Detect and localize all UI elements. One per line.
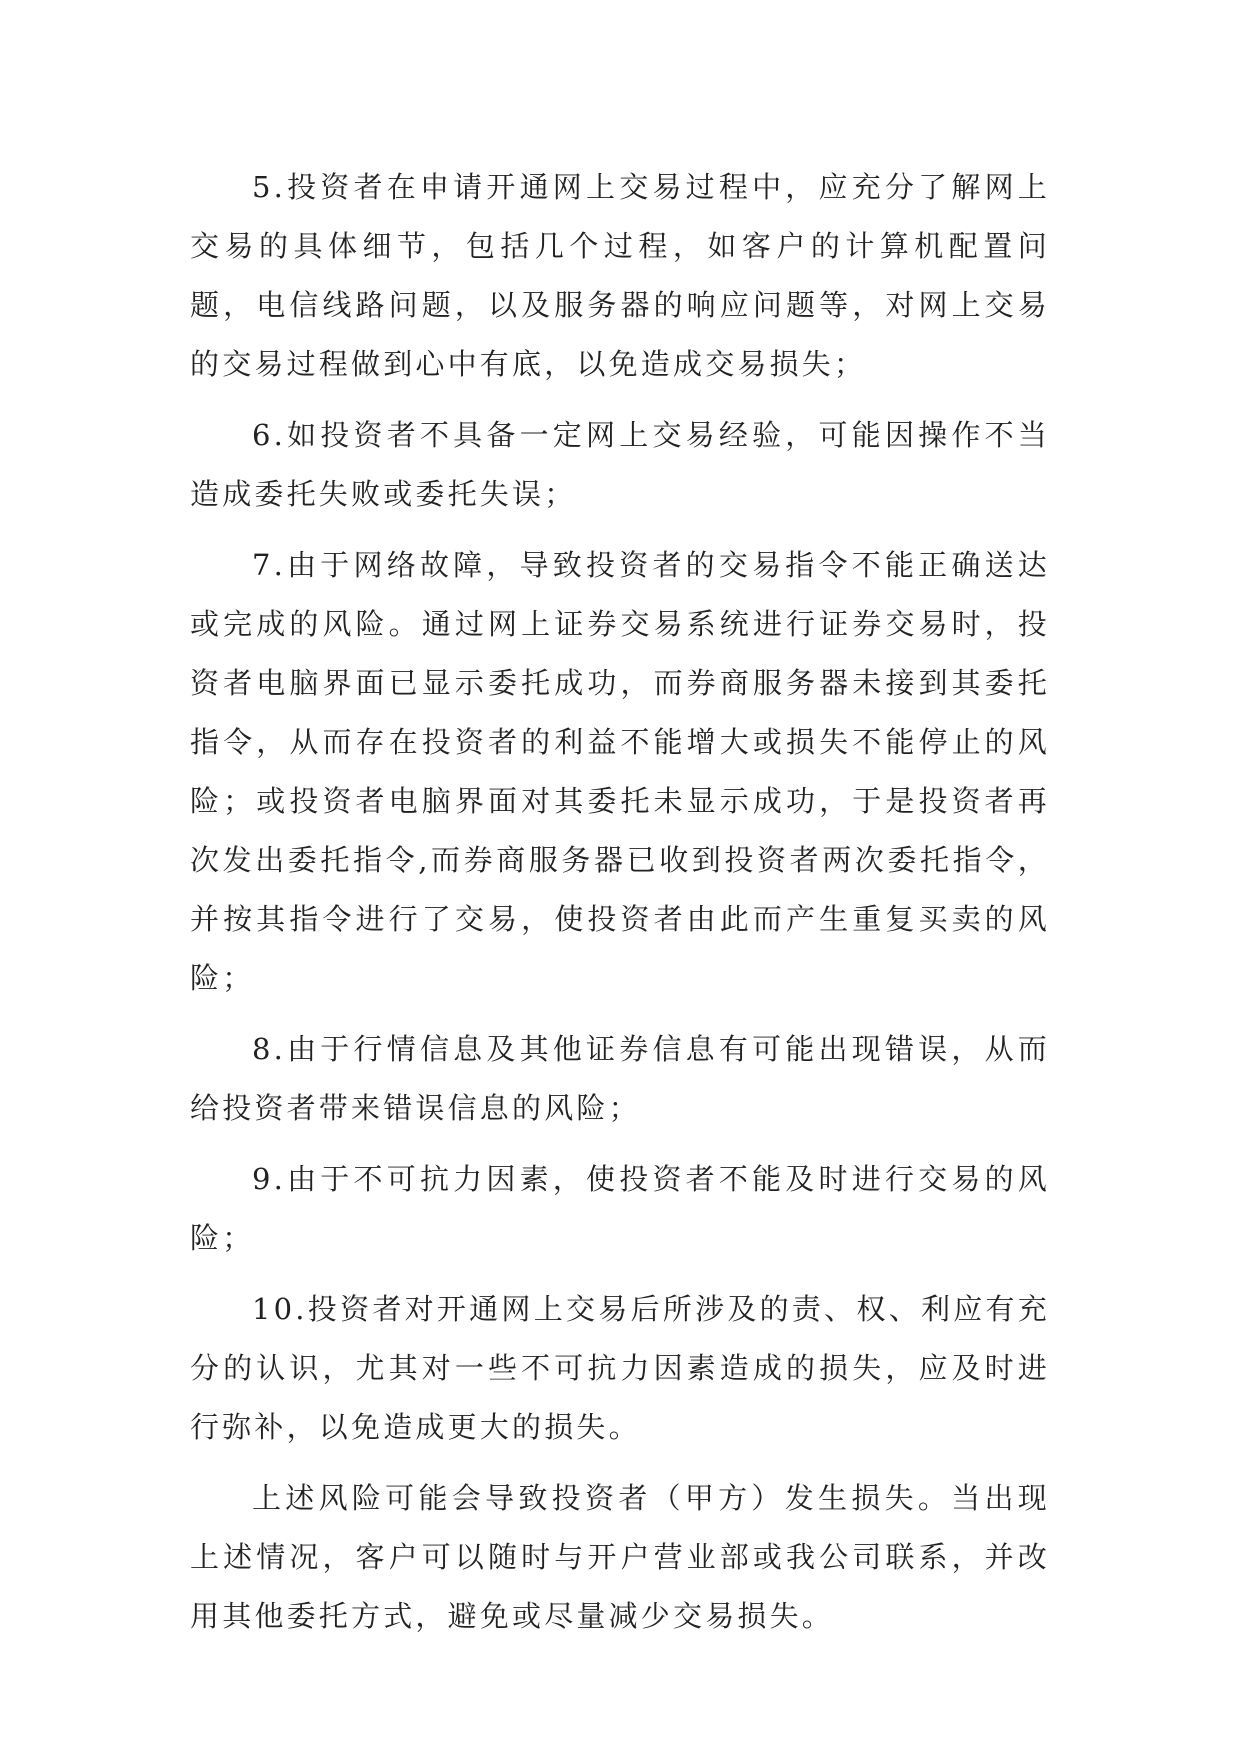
paragraph-item-8: 8.由于行情信息及其他证券信息有可能出现错误，从而给投资者带来错误信息的风险； [190, 1032, 1050, 1125]
paragraph-item-6: 6.如投资者不具备一定网上交易经验，可能因操作不当造成委托失败或委托失误； [190, 418, 1050, 511]
document-body [190, 158, 1050, 1658]
paragraph-item-9: 9.由于不可抗力因素，使投资者不能及时进行交易的风险； [190, 1162, 1050, 1255]
paragraph-item-7: 7.由于网络故障，导致投资者的交易指令不能正确送达或完成的风险。通过网上证券交易系统进行证券交易时，投资者电脑界面已显示委托成功，而券商服务器未接到其委托指令，从而存在投资者的利益不能增大或损失不能停止的风险；或投资者电脑界面对其委托未显示成功，于是投资者再次发出委托指令,而券商服务器已收到投资者两次委托指令，并按其指令进行了交易，使投资者由此而产生重复买卖的风险； [190, 548, 1050, 995]
paragraph-summary: 上述风险可能会导致投资者（甲方）发生损失。当出现上述情况，客户可以随时与开户营业部或我公司联系，并改用其他委托方式，避免或尽量减少交易损失。 [190, 1481, 1050, 1633]
paragraph-item-5: 5.投资者在申请开通网上交易过程中，应充分了解网上交易的具体细节，包括几个过程，如客户的计算机配置问题，电信线路问题，以及服务器的响应问题等，对网上交易的交易过程做到心中有底，以免造成交易损失； [190, 170, 1050, 381]
paragraph-item-10: 10.投资者对开通网上交易后所涉及的责、权、利应有充分的认识，尤其对一些不可抗力因素造成的损失，应及时进行弥补，以免造成更大的损失。 [190, 1292, 1050, 1444]
